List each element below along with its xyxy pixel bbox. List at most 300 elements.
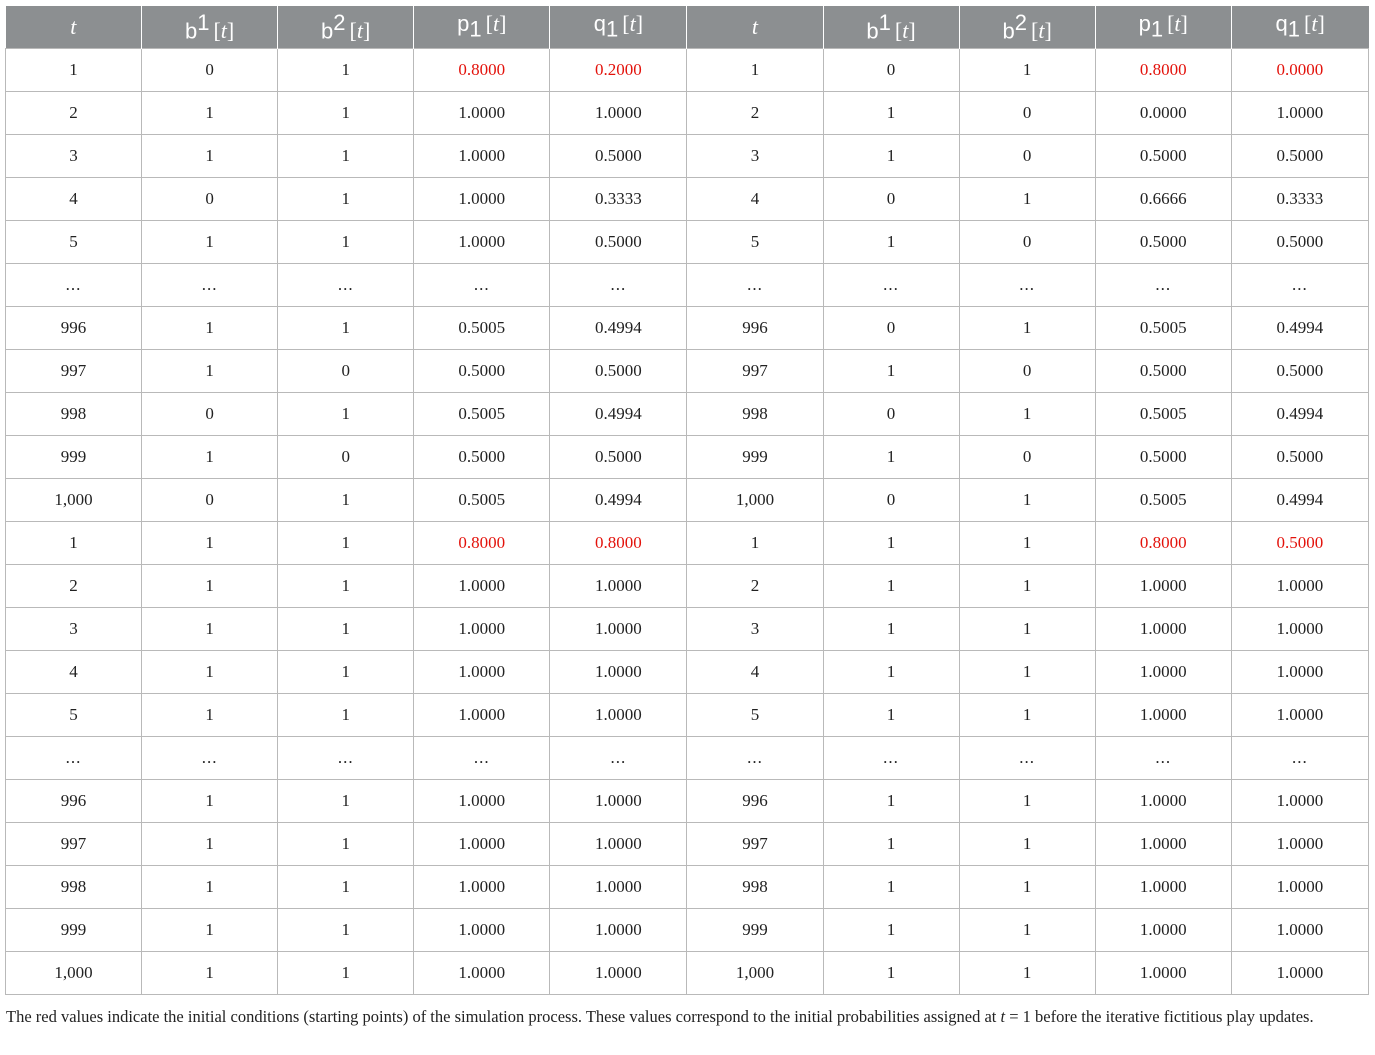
table-cell: 1.0000 (1095, 866, 1231, 909)
header-superscript: 1 (878, 9, 891, 35)
table-cell: 0.5000 (1231, 436, 1368, 479)
table-cell: 1 (278, 823, 414, 866)
header-symbol: b (866, 18, 879, 44)
table-cell: 1.0000 (550, 92, 687, 135)
table-cell: 998 (687, 393, 823, 436)
table-cell: 1 (959, 694, 1095, 737)
header-symbol: b (321, 18, 334, 44)
table-cell: ... (414, 264, 550, 307)
table-cell: ... (142, 264, 278, 307)
table-cell: 0.5000 (1231, 350, 1368, 393)
table-cell: 1 (6, 49, 142, 92)
table-cell: 0.5000 (550, 350, 687, 393)
table-row (6, 694, 1369, 737)
header-argument-variable: t (220, 18, 227, 44)
table-cell: 1.0000 (550, 565, 687, 608)
header-bracket-close: ] (226, 18, 235, 44)
table-cell: 1.0000 (414, 823, 550, 866)
header-bracket-open: [ (1167, 11, 1175, 37)
table-cell: 1.0000 (1231, 92, 1368, 135)
table-cell: 1 (278, 393, 414, 436)
table-cell: 0.8000 (414, 49, 550, 92)
table-cell: 999 (6, 436, 142, 479)
table-cell: 0.4994 (550, 393, 687, 436)
table-cell: 0 (823, 479, 959, 522)
header-bracket-open: [ (622, 11, 630, 37)
table-row (6, 565, 1369, 608)
table-row (6, 823, 1369, 866)
table-cell: 1 (959, 479, 1095, 522)
header-bracket-open: [ (213, 18, 221, 44)
table-cell: ... (687, 737, 823, 780)
table-cell: 997 (687, 823, 823, 866)
header-bracket-open: [ (894, 18, 903, 44)
table-cell: 998 (6, 866, 142, 909)
table-cell: 1 (278, 307, 414, 350)
table-cell: 1.0000 (1231, 952, 1368, 995)
header-bracket-close: ] (363, 18, 371, 44)
table-cell: 3 (687, 135, 823, 178)
table-cell: ... (6, 737, 142, 780)
table-cell: 0.8000 (414, 522, 550, 565)
table-cell: 1 (823, 92, 959, 135)
table-cell: 1 (823, 694, 959, 737)
table-cell: 1 (142, 135, 278, 178)
table-cell: 2 (687, 565, 823, 608)
table-footnote (6, 1005, 1370, 1029)
table-cell: 1 (278, 952, 414, 995)
table-cell: 1.0000 (414, 909, 550, 952)
table-cell: 1 (687, 522, 823, 565)
table-row (6, 178, 1369, 221)
column-header (6, 6, 142, 49)
table-cell: 3 (6, 135, 142, 178)
table-cell: 1 (278, 522, 414, 565)
header-argument (1304, 11, 1325, 36)
table-cell: 1 (687, 49, 823, 92)
header-bracket-open: [ (1030, 18, 1039, 44)
table-cell: 0.5000 (1231, 522, 1368, 565)
header-symbol: p (457, 11, 470, 37)
table-cell: 1 (823, 135, 959, 178)
simulation-results-table (5, 6, 1369, 995)
table-cell: 1 (823, 608, 959, 651)
table-cell: ... (414, 737, 550, 780)
table-cell: 1 (142, 694, 278, 737)
header-argument-variable: t (1311, 11, 1318, 37)
table-cell: 0.0000 (1231, 49, 1368, 92)
table-cell: 0 (142, 393, 278, 436)
table-body (6, 49, 1369, 995)
table-cell: 1.0000 (414, 952, 550, 995)
column-header (1095, 6, 1231, 49)
table-cell: 1.0000 (1231, 909, 1368, 952)
table-cell: 1 (959, 393, 1095, 436)
header-superscript: 2 (333, 9, 346, 35)
table-cell: 996 (6, 780, 142, 823)
table-cell: ... (142, 737, 278, 780)
header-argument-variable: t (629, 11, 636, 37)
header-bracket-open: [ (485, 11, 493, 37)
table-cell: 1 (959, 178, 1095, 221)
table-cell: 1.0000 (414, 866, 550, 909)
header-superscript: 2 (1014, 9, 1027, 35)
table-cell: 0.4994 (1231, 393, 1368, 436)
table-cell: 4 (6, 178, 142, 221)
table-cell: 1.0000 (550, 651, 687, 694)
table-cell: ... (823, 264, 959, 307)
header-symbol: p (1138, 11, 1151, 37)
table-cell: 1 (959, 522, 1095, 565)
table-cell: 1.0000 (414, 221, 550, 264)
table-cell: 3 (687, 608, 823, 651)
header-subscript: 1 (1287, 16, 1300, 42)
table-row (6, 866, 1369, 909)
table-cell: ... (278, 264, 414, 307)
table-cell: 1 (959, 608, 1095, 651)
header-subscript: 1 (1150, 16, 1164, 42)
table-cell: 0.5000 (1095, 436, 1231, 479)
table-cell: 1.0000 (1231, 694, 1368, 737)
table-cell: 1 (823, 436, 959, 479)
column-header (823, 6, 959, 49)
table-row (6, 49, 1369, 92)
table-row (6, 608, 1369, 651)
table-cell: 0 (278, 350, 414, 393)
table-cell: 0.5000 (1231, 135, 1368, 178)
table-cell: 998 (6, 393, 142, 436)
table-cell: 0 (142, 479, 278, 522)
column-header (414, 6, 550, 49)
table-cell: 0 (823, 307, 959, 350)
table-cell: 1 (142, 909, 278, 952)
table-cell: 1 (142, 651, 278, 694)
table-cell: 4 (687, 178, 823, 221)
table-cell: ... (278, 737, 414, 780)
table-cell: 1 (142, 436, 278, 479)
table-cell: 1,000 (687, 479, 823, 522)
table-cell: 1 (142, 952, 278, 995)
table-cell: 1 (278, 92, 414, 135)
table-cell: 0.2000 (550, 49, 687, 92)
table-cell: 996 (687, 307, 823, 350)
table-cell: 1 (823, 952, 959, 995)
table-cell: 1 (142, 221, 278, 264)
table-cell: ... (1095, 264, 1231, 307)
table-cell: 1.0000 (414, 608, 550, 651)
table-cell: 997 (6, 823, 142, 866)
table-cell: 1.0000 (414, 651, 550, 694)
table-cell: 0 (823, 393, 959, 436)
table-cell: 1 (142, 823, 278, 866)
column-header (687, 6, 823, 49)
table-cell: 1.0000 (1231, 608, 1368, 651)
table-cell: 1.0000 (414, 780, 550, 823)
table-cell: 1 (278, 221, 414, 264)
table-cell: 1 (278, 565, 414, 608)
table-cell: 1.0000 (550, 608, 687, 651)
table-cell: 5 (6, 221, 142, 264)
table-cell: ... (959, 737, 1095, 780)
table-cell: 0.5005 (1095, 307, 1231, 350)
header-argument-variable: t (1174, 11, 1181, 37)
table-cell: 0.5005 (414, 393, 550, 436)
table-cell: 1 (823, 221, 959, 264)
table-cell: 1 (142, 866, 278, 909)
header-symbol: t (751, 14, 759, 39)
table-cell: 5 (6, 694, 142, 737)
table-cell: 4 (687, 651, 823, 694)
header-symbol: q (1275, 11, 1288, 37)
table-cell: 1 (278, 608, 414, 651)
table-cell: 1 (959, 866, 1095, 909)
header-subscript: 1 (469, 16, 482, 42)
table-cell: 1.0000 (414, 565, 550, 608)
table-cell: 1 (959, 952, 1095, 995)
table-cell: 2 (6, 565, 142, 608)
table-cell: 0.4994 (550, 479, 687, 522)
table-cell: 1.0000 (1231, 565, 1368, 608)
table-cell: 0.5000 (550, 135, 687, 178)
table-row (6, 952, 1369, 995)
table-cell: 999 (687, 909, 823, 952)
table-cell: 1.0000 (414, 135, 550, 178)
table-row (6, 135, 1369, 178)
header-subscript: 1 (605, 16, 619, 42)
header-bracket-open: [ (349, 18, 357, 44)
table-row (6, 651, 1369, 694)
table-cell: ... (1231, 737, 1368, 780)
table-cell: 2 (6, 92, 142, 135)
table-cell: 0.8000 (1095, 522, 1231, 565)
table-cell: 0.5005 (414, 479, 550, 522)
table-cell: 997 (687, 350, 823, 393)
table-cell: 0.5000 (550, 221, 687, 264)
table-cell: 0 (823, 49, 959, 92)
header-bracket-close: ] (1180, 11, 1188, 37)
table-cell: 0.5000 (1095, 221, 1231, 264)
table-cell: 1 (823, 866, 959, 909)
table-cell: 0.4994 (550, 307, 687, 350)
table-cell: 1 (823, 350, 959, 393)
header-row (6, 6, 1369, 49)
header-symbol: q (593, 11, 606, 37)
table-row (6, 436, 1369, 479)
table-row (6, 479, 1369, 522)
table-cell: 1 (278, 479, 414, 522)
table-cell: 5 (687, 694, 823, 737)
table-cell: 2 (687, 92, 823, 135)
table-cell: 0.5000 (1231, 221, 1368, 264)
header-argument-variable: t (356, 18, 363, 44)
column-header (278, 6, 414, 49)
header-argument-variable: t (492, 11, 500, 37)
table-cell: 1.0000 (414, 92, 550, 135)
table-cell: 0.5000 (1095, 350, 1231, 393)
table-cell: 1 (142, 780, 278, 823)
table-cell: 1 (278, 49, 414, 92)
table-cell: 0.8000 (550, 522, 687, 565)
table-cell: 0 (142, 178, 278, 221)
table-cell: 0.8000 (1095, 49, 1231, 92)
table-cell: 1.0000 (1095, 909, 1231, 952)
table-cell: 1.0000 (1095, 780, 1231, 823)
header-symbol: b (184, 18, 198, 44)
table-cell: 1 (959, 49, 1095, 92)
table-cell: 1 (142, 350, 278, 393)
table-cell: 0.5005 (1095, 479, 1231, 522)
table-cell: 5 (687, 221, 823, 264)
table-cell: 0 (959, 135, 1095, 178)
table-cell: 1 (823, 780, 959, 823)
header-argument (350, 18, 371, 43)
table-cell: 0 (959, 92, 1095, 135)
table-cell: 1 (6, 522, 142, 565)
table-cell: 1.0000 (1231, 780, 1368, 823)
header-argument (622, 11, 643, 36)
table-cell: 1.0000 (550, 952, 687, 995)
table-cell: 1.0000 (1095, 823, 1231, 866)
table-cell: 1.0000 (1231, 866, 1368, 909)
table-cell: ... (823, 737, 959, 780)
table-cell: 1.0000 (1095, 651, 1231, 694)
table-cell: 0.4994 (1231, 307, 1368, 350)
header-argument (1167, 11, 1188, 36)
table-cell: 1 (142, 92, 278, 135)
column-header (142, 6, 278, 49)
table-cell: 0 (278, 436, 414, 479)
table-cell: 1.0000 (1231, 823, 1368, 866)
table-cell: 0.6666 (1095, 178, 1231, 221)
table-cell: 0.3333 (550, 178, 687, 221)
table-row (6, 909, 1369, 952)
table-cell: 1 (142, 307, 278, 350)
column-header (959, 6, 1095, 49)
table-cell: ... (1231, 264, 1368, 307)
table-cell: 1,000 (6, 952, 142, 995)
results-table-container (5, 6, 1369, 995)
table-cell: 1 (959, 909, 1095, 952)
table-cell: 0 (959, 350, 1095, 393)
header-argument-variable: t (1038, 18, 1045, 44)
header-argument-variable: t (902, 18, 909, 44)
table-cell: 1 (142, 522, 278, 565)
table-cell: 996 (6, 307, 142, 350)
footnote-text-1: The red values indicate the initial conditions (starting points) of the simulation process. These values correspond to the initial probabilities assigned at (6, 1007, 1001, 1026)
table-cell: 0.4994 (1231, 479, 1368, 522)
header-bracket-close: ] (1044, 18, 1052, 44)
header-symbol: t (70, 14, 77, 39)
table-cell: 1.0000 (1095, 694, 1231, 737)
table-cell: 0 (142, 49, 278, 92)
table-row (6, 737, 1369, 780)
table-cell: 0.5000 (1095, 135, 1231, 178)
table-cell: 1,000 (6, 479, 142, 522)
header-argument (213, 18, 234, 43)
header-symbol: b (1002, 18, 1015, 44)
header-argument (895, 18, 916, 43)
table-cell: 1 (278, 651, 414, 694)
table-cell: 1.0000 (550, 780, 687, 823)
table-cell: 1.0000 (414, 178, 550, 221)
table-cell: 0 (823, 178, 959, 221)
table-cell: 4 (6, 651, 142, 694)
table-row (6, 264, 1369, 307)
table-cell: 1 (959, 823, 1095, 866)
table-cell: 999 (6, 909, 142, 952)
table-cell: 1 (278, 135, 414, 178)
column-header (1231, 6, 1368, 49)
table-cell: 1 (278, 178, 414, 221)
header-bracket-close: ] (635, 11, 644, 37)
table-cell: ... (550, 264, 687, 307)
table-row (6, 350, 1369, 393)
table-header (6, 6, 1369, 49)
table-row (6, 92, 1369, 135)
table-cell: 1 (142, 608, 278, 651)
table-cell: 1.0000 (1095, 565, 1231, 608)
table-cell: 1 (278, 909, 414, 952)
table-cell: 1.0000 (1095, 952, 1231, 995)
table-row (6, 393, 1369, 436)
header-bracket-close: ] (499, 11, 507, 37)
table-cell: 0.5005 (414, 307, 550, 350)
table-cell: 996 (687, 780, 823, 823)
table-cell: 0.5000 (550, 436, 687, 479)
table-row (6, 522, 1369, 565)
table-cell: ... (550, 737, 687, 780)
table-cell: 1 (278, 780, 414, 823)
header-bracket-close: ] (1317, 11, 1325, 37)
table-cell: ... (1095, 737, 1231, 780)
footnote-text-2: = 1 before the iterative fictitious play updates. (1005, 1007, 1314, 1026)
table-cell: 1 (959, 651, 1095, 694)
table-cell: 3 (6, 608, 142, 651)
table-cell: 998 (687, 866, 823, 909)
table-cell: 1 (823, 522, 959, 565)
table-cell: 999 (687, 436, 823, 479)
table-cell: 1 (823, 909, 959, 952)
table-cell: 1.0000 (550, 823, 687, 866)
header-bracket-open: [ (1303, 11, 1312, 37)
table-cell: ... (6, 264, 142, 307)
table-cell: 0.0000 (1095, 92, 1231, 135)
table-row (6, 780, 1369, 823)
table-cell: 0 (959, 221, 1095, 264)
header-argument (1031, 18, 1052, 43)
table-cell: 1 (278, 694, 414, 737)
table-cell: 997 (6, 350, 142, 393)
footnote-variable: t (1000, 1007, 1006, 1026)
table-cell: 1,000 (687, 952, 823, 995)
table-cell: 1 (959, 565, 1095, 608)
table-cell: 1 (823, 651, 959, 694)
header-argument (486, 11, 507, 36)
table-cell: 1 (278, 866, 414, 909)
column-header (550, 6, 687, 49)
table-cell: ... (687, 264, 823, 307)
table-cell: 0 (959, 436, 1095, 479)
table-row (6, 307, 1369, 350)
table-cell: 0.5005 (1095, 393, 1231, 436)
table-cell: ... (959, 264, 1095, 307)
table-cell: 0.5000 (414, 436, 550, 479)
table-cell: 1.0000 (414, 694, 550, 737)
table-cell: 1.0000 (1231, 651, 1368, 694)
table-cell: 0.5000 (414, 350, 550, 393)
table-cell: 1.0000 (550, 694, 687, 737)
header-bracket-close: ] (908, 18, 916, 44)
